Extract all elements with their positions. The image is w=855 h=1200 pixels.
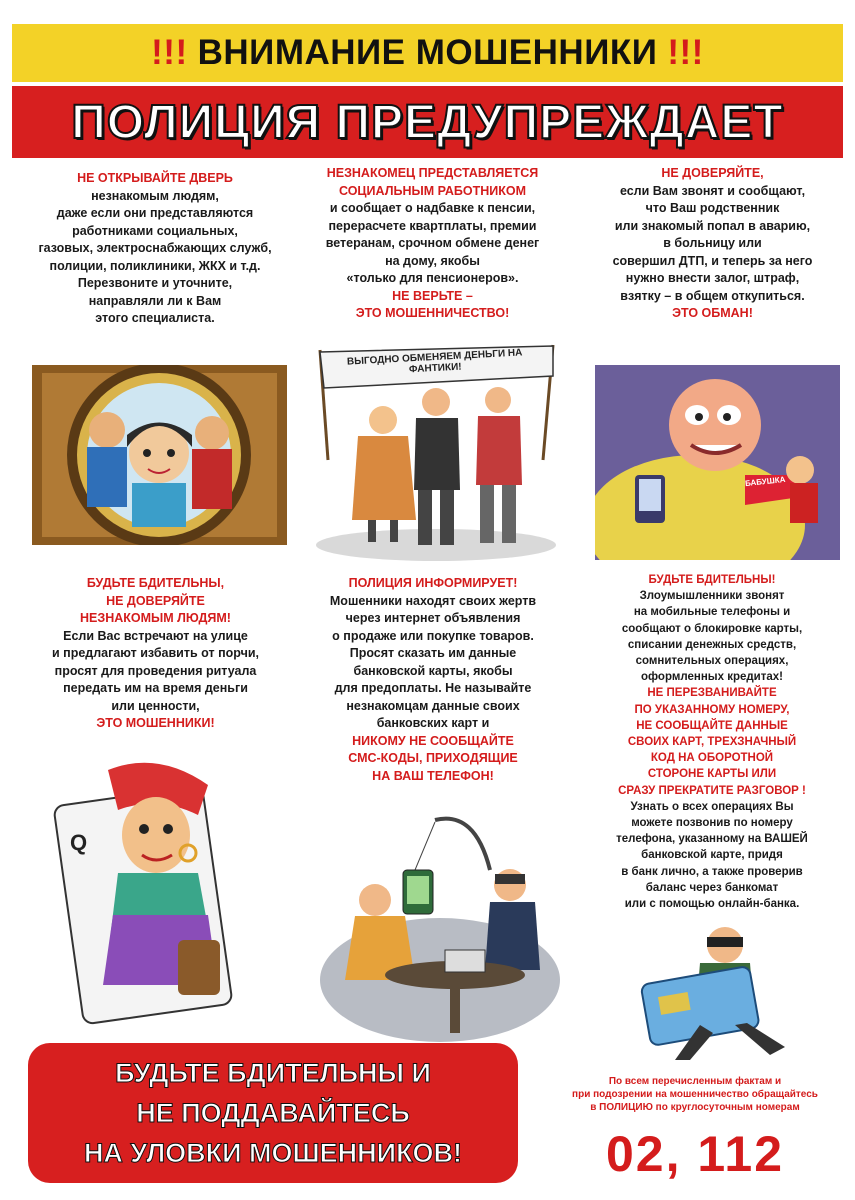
- card-fraud-block: [582, 572, 842, 912]
- social-line: на дому, якобы: [385, 253, 480, 268]
- street-heading: БУДЬТЕ БДИТЕЛЬНЫ,: [86, 576, 225, 590]
- street-line: или ценности,: [111, 698, 200, 713]
- card-line: оформленных кредитах!: [641, 671, 783, 684]
- door-line: работниками социальных,: [72, 223, 238, 238]
- card-warning: ПО УКАЗАННОМУ НОМЕРУ,: [634, 703, 790, 716]
- social-line: «только для пенсионеров».: [346, 271, 519, 285]
- door-line: полиции, поликлиники, ЖКХ и т.д.: [49, 258, 261, 273]
- vigilance-line: НА УЛОВКИ МОШЕННИКОВ!: [83, 1138, 463, 1168]
- card-heading: БУДЬТЕ БДИТЕЛЬНЫ!: [648, 574, 776, 586]
- svg-text:Q: Q: [70, 830, 88, 855]
- phone-scammer-illustration: [595, 365, 840, 560]
- internet-line: для предоплаты. Не называйте: [334, 681, 532, 695]
- street-heading: НЕЗНАКОМЫМ ЛЮДЯМ!: [80, 611, 231, 625]
- street-line: просят для проведения ритуала: [54, 663, 257, 678]
- card-tail-line: в банк лично, а также проверив: [621, 865, 803, 878]
- door-line: газовых, электроснабжающих служб,: [38, 241, 272, 255]
- contact-line: в ПОЛИЦИЮ по круглосуточным номерам: [590, 1102, 800, 1113]
- banner-slogan: ВЫГОДНО ОБМЕНЯЕМ ДЕНЬГИ НА ФАНТИКИ!: [346, 347, 523, 376]
- internet-heading: ПОЛИЦИЯ ИНФОРМИРУЕТ!: [348, 576, 518, 590]
- relative-line: нужно внести залог, штраф,: [625, 271, 800, 285]
- vigilance-line: БУДЬТЕ БДИТЕЛЬНЫ И: [115, 1058, 431, 1088]
- relative-line: взятку – в общем откупиться.: [620, 288, 805, 303]
- card-tail-line: Узнать о всех операциях Вы: [630, 800, 794, 813]
- fortune-teller-illustration: [48, 755, 253, 1025]
- card-tail-line: или с помощью онлайн-банка.: [624, 898, 800, 911]
- relative-line: что Ваш родственник: [645, 201, 780, 215]
- internet-warning: НИКОМУ НЕ СООБЩАЙТЕ: [352, 733, 514, 748]
- door-line: направляли ли к Вам: [88, 293, 222, 308]
- internet-fraud-block: [302, 575, 564, 785]
- phone-label: БАБУШКА: [744, 474, 786, 489]
- card-tail-line: баланс через банкомат: [645, 881, 779, 894]
- card-line: на мобильные телефоны и: [633, 606, 791, 619]
- card-warning: СТОРОНЕ КАРТЫ ИЛИ: [647, 768, 777, 781]
- contact-info: [550, 1075, 840, 1114]
- internet-warning: СМС-КОДЫ, ПРИХОДЯЩИЕ: [348, 751, 518, 765]
- door-line: даже если они представляются: [56, 206, 254, 220]
- relative-heading: НЕ ДОВЕРЯЙТЕ,: [661, 166, 764, 180]
- street-warning: ЭТО МОШЕННИКИ!: [96, 716, 215, 730]
- warning-title: ВНИМАНИЕ МОШЕННИКИ: [197, 33, 658, 72]
- street-line: передать им на время деньги: [63, 681, 248, 695]
- street-warning-block: [28, 575, 283, 733]
- card-tail-line: банковской карте, придя: [641, 849, 783, 862]
- relative-line: или знакомый попал в аварию,: [614, 218, 811, 233]
- social-line: ветеранам, срочном обмене денег: [325, 236, 540, 250]
- social-line: и сообщает о надбавке к пенсии,: [329, 201, 536, 215]
- card-warning: СВОИХ КАРТ, ТРЕХЗНАЧНЫЙ: [627, 736, 797, 749]
- phishing-illustration: [315, 810, 565, 1042]
- card-line: сомнительных операциях,: [635, 655, 789, 668]
- social-line: перерасчете квартплаты, премии: [328, 218, 537, 233]
- door-line: этого специалиста.: [95, 311, 215, 325]
- internet-line: через интернет объявления: [345, 611, 521, 625]
- vigilance-box: [28, 1043, 518, 1183]
- relative-line: в больницу или: [663, 236, 762, 250]
- door-heading: НЕ ОТКРЫВАЙТЕ ДВЕРЬ: [77, 171, 233, 185]
- demonstrators-illustration: [308, 340, 563, 565]
- relative-warning: ЭТО ОБМАН!: [672, 306, 753, 320]
- card-warning: СРАЗУ ПРЕКРАТИТЕ РАЗГОВОР !: [618, 784, 806, 797]
- internet-line: о продаже или покупке товаров.: [332, 628, 534, 643]
- internet-line: Мошенники находят своих жертв: [329, 593, 537, 608]
- card-line: списании денежных средств,: [627, 638, 797, 651]
- door-line: незнакомым людям,: [91, 188, 219, 203]
- relative-line: совершил ДТП, и теперь за него: [612, 253, 813, 268]
- internet-warning: НА ВАШ ТЕЛЕФОН!: [372, 768, 494, 783]
- street-heading: НЕ ДОВЕРЯЙТЕ: [106, 593, 205, 608]
- internet-line: банковских карт и: [376, 716, 490, 730]
- relative-line: если Вам звонят и сообщают,: [619, 183, 806, 198]
- street-line: и предлагают избавить от порчи,: [52, 646, 259, 660]
- emergency-numbers[interactable]: 02, 112: [605, 1126, 785, 1182]
- card-warning: НЕ ПЕРЕЗВАНИВАЙТЕ: [647, 687, 777, 700]
- card-line: сообщают о блокировке карты,: [621, 622, 803, 635]
- social-worker-block: [300, 165, 565, 323]
- internet-line: Просят сказать им данные: [349, 646, 517, 660]
- peephole-illustration: [32, 365, 287, 545]
- card-tail-line: можете позвонив по номеру: [631, 817, 793, 830]
- social-heading: НЕЗНАКОМЕЦ ПРЕДСТАВЛЯЕТСЯ: [326, 166, 539, 180]
- street-line: Если Вас встречают на улице: [63, 628, 248, 643]
- contact-line: при подозрении на мошенничество обращайтесь: [572, 1089, 818, 1100]
- relative-accident-block: [585, 165, 840, 323]
- police-banner: [12, 86, 843, 158]
- vigilance-line: НЕ ПОДДАВАЙТЕСЬ: [136, 1098, 410, 1128]
- social-heading: СОЦИАЛЬНЫМ РАБОТНИКОМ: [338, 183, 527, 198]
- card-tail-line: телефона, указанному на ВАШЕЙ: [616, 833, 808, 846]
- door-warning-block: [30, 170, 280, 328]
- card-line: Злоумышленники звонят: [639, 590, 785, 603]
- bang-right: !!!: [667, 33, 704, 72]
- internet-line: банковской карты, якобы: [353, 663, 513, 678]
- card-thief-illustration: [605, 915, 820, 1065]
- social-warning: НЕ ВЕРЬТЕ –: [392, 288, 473, 303]
- page-title: ПОЛИЦИЯ ПРЕДУПРЕЖДАЕТ: [71, 95, 784, 149]
- door-line: Перезвоните и уточните,: [77, 276, 233, 290]
- card-warning: КОД НА ОБОРОТНОЙ: [650, 752, 774, 765]
- bang-left: !!!: [151, 33, 188, 72]
- contact-line: По всем перечисленным фактам и: [608, 1076, 782, 1087]
- warning-banner: [12, 24, 843, 82]
- social-warning: ЭТО МОШЕННИЧЕСТВО!: [355, 306, 510, 320]
- poster: [10, 10, 845, 1190]
- internet-line: незнакомцам данные своих: [346, 698, 520, 713]
- card-warning: НЕ СООБЩАЙТЕ ДАННЫЕ: [636, 719, 788, 732]
